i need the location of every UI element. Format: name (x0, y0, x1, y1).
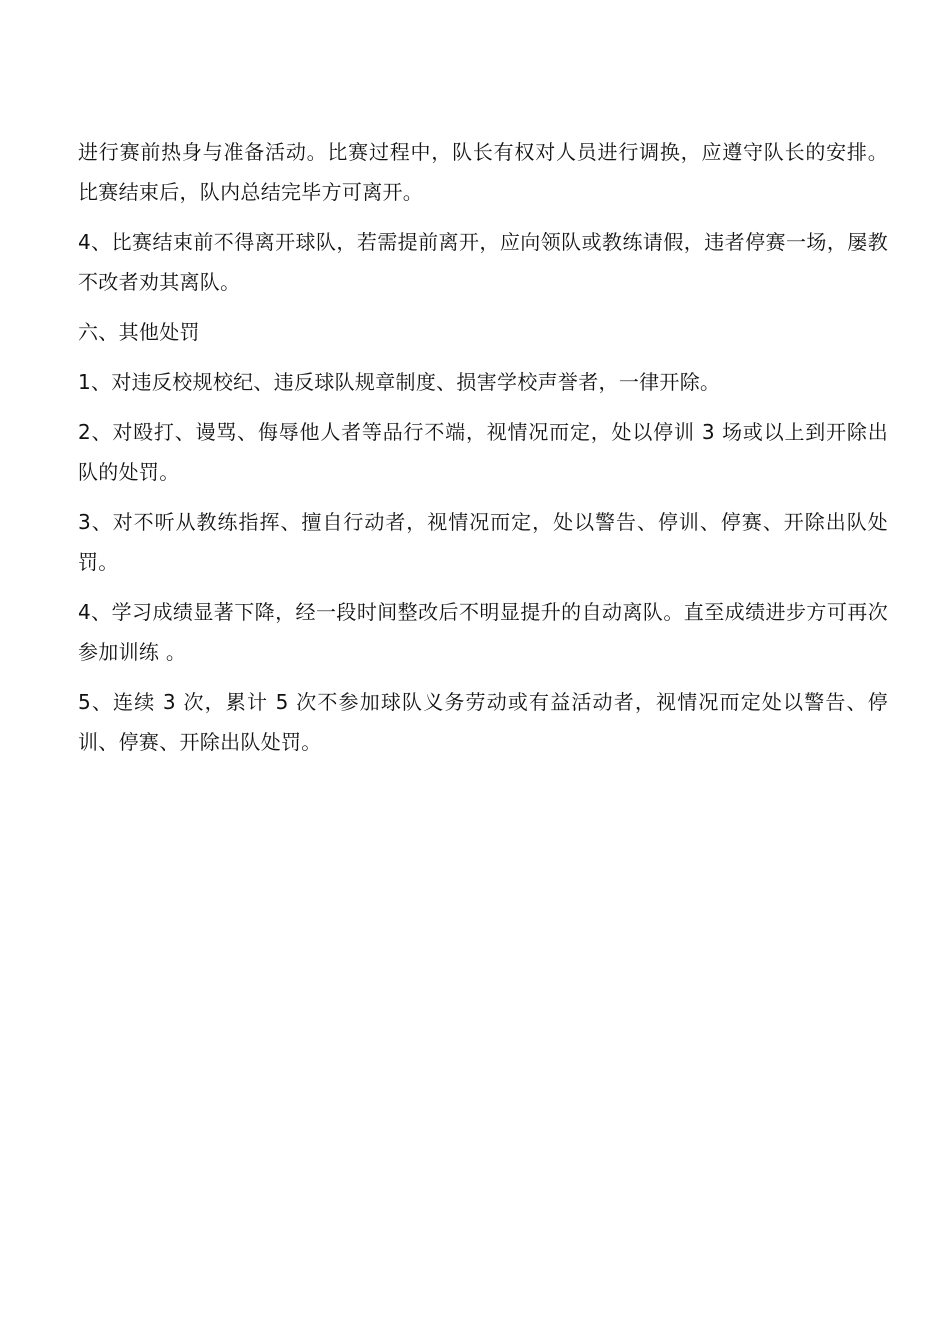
penalty-item-2: 2、对殴打、谩骂、侮辱他人者等品行不端，视情况而定，处以停训 3 场或以上到开除出队的处罚。 (78, 420, 888, 484)
penalty-item-5: 5、连续 3 次，累计 5 次不参加球队义务劳动或有益活动者，视情况而定处以警告、停训、停赛、开除出队处罚。 (78, 690, 888, 754)
section-heading-other-penalties: 六、其他处罚 (78, 320, 200, 344)
paragraph-leave-rule: 4、比赛结束前不得离开球队，若需提前离开，应向领队或教练请假，违者停赛一场，屡教不改者劝其离队。 (78, 230, 888, 294)
document-body (78, 132, 888, 772)
paragraph-warmup: 进行赛前热身与准备活动。比赛过程中，队长有权对人员进行调换，应遵守队长的安排。比赛结束后，队内总结完毕方可离开。 (78, 140, 888, 204)
penalty-item-1: 1、对违反校规校纪、违反球队规章制度、损害学校声誉者，一律开除。 (78, 370, 721, 394)
penalty-item-3: 3、对不听从教练指挥、擅自行动者，视情况而定，处以警告、停训、停赛、开除出队处罚。 (78, 510, 888, 574)
penalty-item-4: 4、学习成绩显著下降，经一段时间整改后不明显提升的自动离队。直至成绩进步方可再次参加训练 。 (78, 600, 888, 664)
